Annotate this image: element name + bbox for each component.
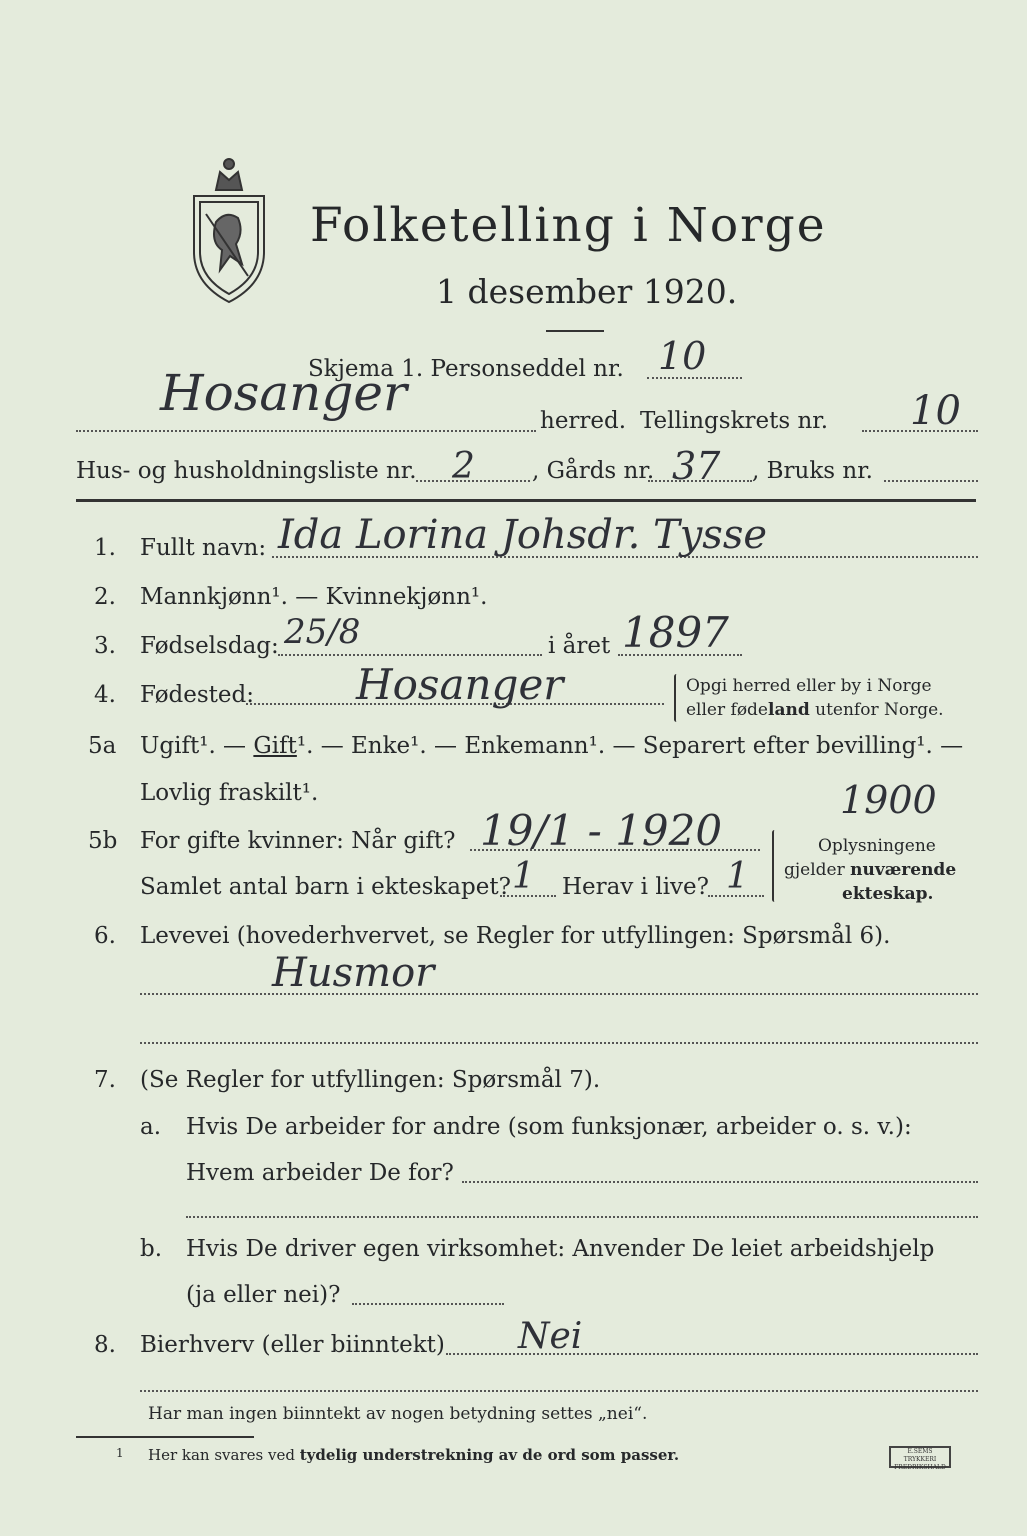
q8-label: Bierhverv (eller biinntekt) xyxy=(140,1332,445,1358)
q1-number: 1. xyxy=(94,535,116,561)
q5b-note-line1: Oplysningene xyxy=(818,836,936,856)
q5b-children-label: Samlet antal barn i ekteskapet? xyxy=(140,874,511,900)
q4-brace xyxy=(674,674,679,722)
q1-value: Ida Lorina Johsdr. Tysse xyxy=(278,512,768,558)
q6-number: 6. xyxy=(94,923,116,949)
q5b-value: 19/1 - 1920 xyxy=(480,806,723,855)
q8-value: Nei xyxy=(518,1316,583,1357)
bruks-line xyxy=(884,480,978,482)
husliste-label: Hus- og husholdningsliste nr. xyxy=(76,458,417,484)
q4-number: 4. xyxy=(94,682,116,708)
q2-label: Mannkjønn¹. — Kvinnekjønn¹. xyxy=(140,584,488,610)
q6-line2 xyxy=(140,1042,978,1044)
footnote-text: Her kan svares ved tydelig understrekning av de ord som passer. xyxy=(148,1446,680,1464)
q5b-note-line3: ekteskap. xyxy=(842,884,934,904)
form-date: 1 desember 1920. xyxy=(436,272,738,311)
q6-value: Husmor xyxy=(272,950,435,996)
q3-year-value: 1897 xyxy=(622,608,729,657)
q3-value: 25/8 xyxy=(284,612,361,652)
q7b-label: Hvis De driver egen virksomhet: Anvender De leiet arbeidshjelp xyxy=(186,1236,935,1262)
q2-number: 2. xyxy=(94,584,116,610)
q5a-label: Ugift¹. — Gift¹. — Enke¹. — Enkemann¹. — Separert efter bevilling¹. — xyxy=(140,733,964,759)
husliste-value: 2 xyxy=(452,446,475,487)
q6-line1 xyxy=(140,993,978,995)
printer-stamp: E.SEMS TRYKKERI FREDRIKSHALD xyxy=(889,1446,951,1468)
q3-label: Fødselsdag: xyxy=(140,633,279,659)
footnote-number: 1 xyxy=(116,1446,124,1460)
q8-line2 xyxy=(140,1390,978,1392)
q5a-number: 5a xyxy=(88,733,117,759)
q5a-gift-underlined: Gift xyxy=(253,733,297,759)
footnote-divider xyxy=(76,1436,254,1438)
tellingskrets-label: Tellingskrets nr. xyxy=(640,408,829,434)
q5b-correction: 1900 xyxy=(840,778,937,822)
q8-number: 8. xyxy=(94,1332,116,1358)
gards-value: 37 xyxy=(672,444,721,488)
q5b-alive-label: Herav i live? xyxy=(562,874,709,900)
coat-of-arms-icon xyxy=(186,152,272,304)
q5b-number: 5b xyxy=(88,828,118,854)
q7b-line xyxy=(352,1303,504,1305)
q4-note-line1: Opgi herred eller by i Norge xyxy=(686,676,932,696)
q7a-line xyxy=(462,1181,978,1183)
q5b-children-value: 1 xyxy=(512,856,535,897)
gards-label: , Gårds nr. xyxy=(532,458,655,484)
q5b-brace xyxy=(772,830,777,902)
q5b-label: For gifte kvinner: Når gift? xyxy=(140,828,456,854)
herred-line xyxy=(76,430,536,432)
q7b-line2: (ja eller nei)? xyxy=(186,1282,341,1308)
q3-year-label: i året xyxy=(548,633,611,659)
personseddel-value: 10 xyxy=(658,334,707,378)
header-divider xyxy=(76,499,976,502)
q6-label: Levevei (hovederhvervet, se Regler for utfyllingen: Spørsmål 6). xyxy=(140,923,891,949)
q4-value: Hosanger xyxy=(356,660,564,709)
q5a-line2: Lovlig fraskilt¹. xyxy=(140,780,319,806)
q7a-letter: a. xyxy=(140,1114,162,1140)
q7a-label: Hvis De arbeider for andre (som funksjonær, arbeider o. s. v.): xyxy=(186,1114,912,1140)
biinntekt-note: Har man ingen biinntekt av nogen betydning settes „nei“. xyxy=(148,1404,648,1424)
title-divider xyxy=(546,330,604,332)
q5b-note-line2: gjelder nuværende xyxy=(784,860,957,880)
bruks-label: , Bruks nr. xyxy=(752,458,873,484)
q7a-line-extra xyxy=(186,1216,978,1218)
q7b-letter: b. xyxy=(140,1236,163,1262)
q5b-alive-value: 1 xyxy=(726,856,749,897)
q3-number: 3. xyxy=(94,633,116,659)
q7a-line2: Hvem arbeider De for? xyxy=(186,1160,454,1186)
q7-label: (Se Regler for utfyllingen: Spørsmål 7). xyxy=(140,1067,601,1093)
q4-label: Fødested: xyxy=(140,682,255,708)
q1-label: Fullt navn: xyxy=(140,535,267,561)
q7-number: 7. xyxy=(94,1067,116,1093)
q3-line xyxy=(278,654,542,656)
tellingskrets-value: 10 xyxy=(910,388,961,434)
herred-label: herred. xyxy=(540,408,627,434)
skjema-label: Skjema 1. Personseddel nr. xyxy=(308,356,624,382)
form-title: Folketelling i Norge xyxy=(310,198,827,253)
q4-note-line2: eller fødeland utenfor Norge. xyxy=(686,700,944,720)
herred-value: Hosanger xyxy=(160,364,407,422)
